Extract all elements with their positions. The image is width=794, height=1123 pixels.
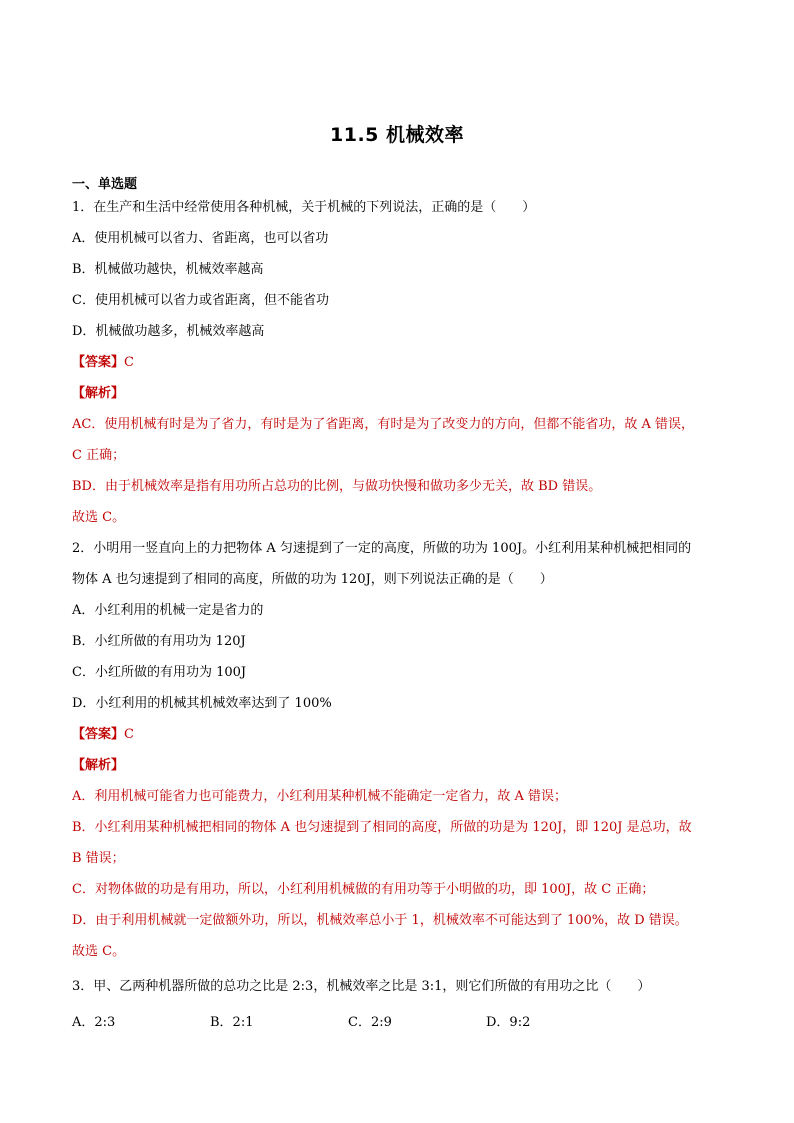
analysis-label: 【解析】 (72, 386, 125, 401)
question-3-stem: 3．甲、乙两种机器所做的总功之比是 2:3，机械效率之比是 3:1，则它们所做的有用功之比（ ） (72, 979, 651, 994)
question-2-analysis-line: D．由于利用机械就一定做额外功，所以，机械效率总小于 1，机械效率不可能达到了 100%，故 D 错误。 (72, 913, 688, 928)
question-2-option-c: C．小红所做的有用功为 100J (72, 665, 247, 680)
question-1-analysis-line: AC．使用机械有时是为了省力，有时是为了省距离，有时是为了改变力的方向，但都不能省功，故 A 错误， (72, 417, 694, 432)
question-2-option-b: B．小红所做的有用功为 120J (72, 634, 246, 649)
question-3-option-b: B．2:1 (210, 1015, 254, 1030)
question-2-analysis-label (72, 757, 724, 775)
question-2-analysis-line: C．对物体做的功是有用功，所以，小红利用机械做的有用功等于小明做的功，即 100J，故 C 正确； (72, 882, 655, 897)
question-1-stem: 1．在生产和生活中经常使用各种机械，关于机械的下列说法，正确的是（ ） (72, 200, 536, 215)
question-2-analysis-line: B 错误； (72, 851, 125, 866)
question-1-option-d: D．机械做功越多，机械效率越高 (72, 324, 265, 339)
question-1-option-c: C．使用机械可以省力或省距离，但不能省功 (72, 293, 329, 308)
question-2-analysis-line: B．小红利用某种机械把相同的物体 A 也匀速提到了相同的高度，所做的功是为 120J，即 120J 是总功，故 (72, 820, 692, 835)
page-title: 11.5 机械效率 (330, 124, 464, 146)
question-1-analysis-line: BD．由于机械效率是指有用功所占总功的比例，与做功快慢和做功多少无关，故 BD 错误。 (72, 479, 602, 494)
analysis-label: 【解析】 (72, 758, 125, 773)
question-3-options (72, 1011, 724, 1029)
answer-value: C (124, 727, 134, 742)
question-2-option-d: D．小红利用的机械其机械效率达到了 100% (72, 696, 332, 711)
question-1-analysis-label (72, 385, 724, 403)
question-2-option-a: A．小红利用的机械一定是省力的 (72, 603, 264, 618)
question-1-option-b: B．机械做功越快，机械效率越高 (72, 262, 264, 277)
question-2-answer (72, 726, 724, 744)
question-1-option-a: A．使用机械可以省力、省距离，也可以省功 (72, 231, 329, 246)
question-3-option-c: C．2:9 (348, 1015, 392, 1030)
question-2-analysis-line: A．利用机械可能省力也可能费力，小红利用某种机械不能确定一定省力，故 A 错误； (72, 789, 568, 804)
answer-label: 【答案】 (72, 727, 125, 742)
question-2-stem: 物体 A 也匀速提到了相同的高度，所做的功为 120J，则下列说法正确的是（ ） (72, 572, 553, 587)
question-1-analysis-line: C 正确； (72, 448, 126, 463)
question-1-answer (72, 354, 724, 372)
question-1-analysis-line: 故选 C。 (72, 510, 126, 525)
question-3-option-a: A．2:3 (72, 1015, 116, 1030)
section-heading: 一、单选题 (72, 177, 138, 192)
answer-label: 【答案】 (72, 355, 125, 370)
answer-value: C (124, 355, 134, 370)
question-2-stem: 2．小明用一竖直向上的力把物体 A 匀速提到了一定的高度，所做的功为 100J。小红利用某种机械把相同的 (72, 541, 692, 556)
question-2-analysis-line: 故选 C。 (72, 944, 126, 959)
question-3-option-d: D．9:2 (486, 1015, 531, 1030)
